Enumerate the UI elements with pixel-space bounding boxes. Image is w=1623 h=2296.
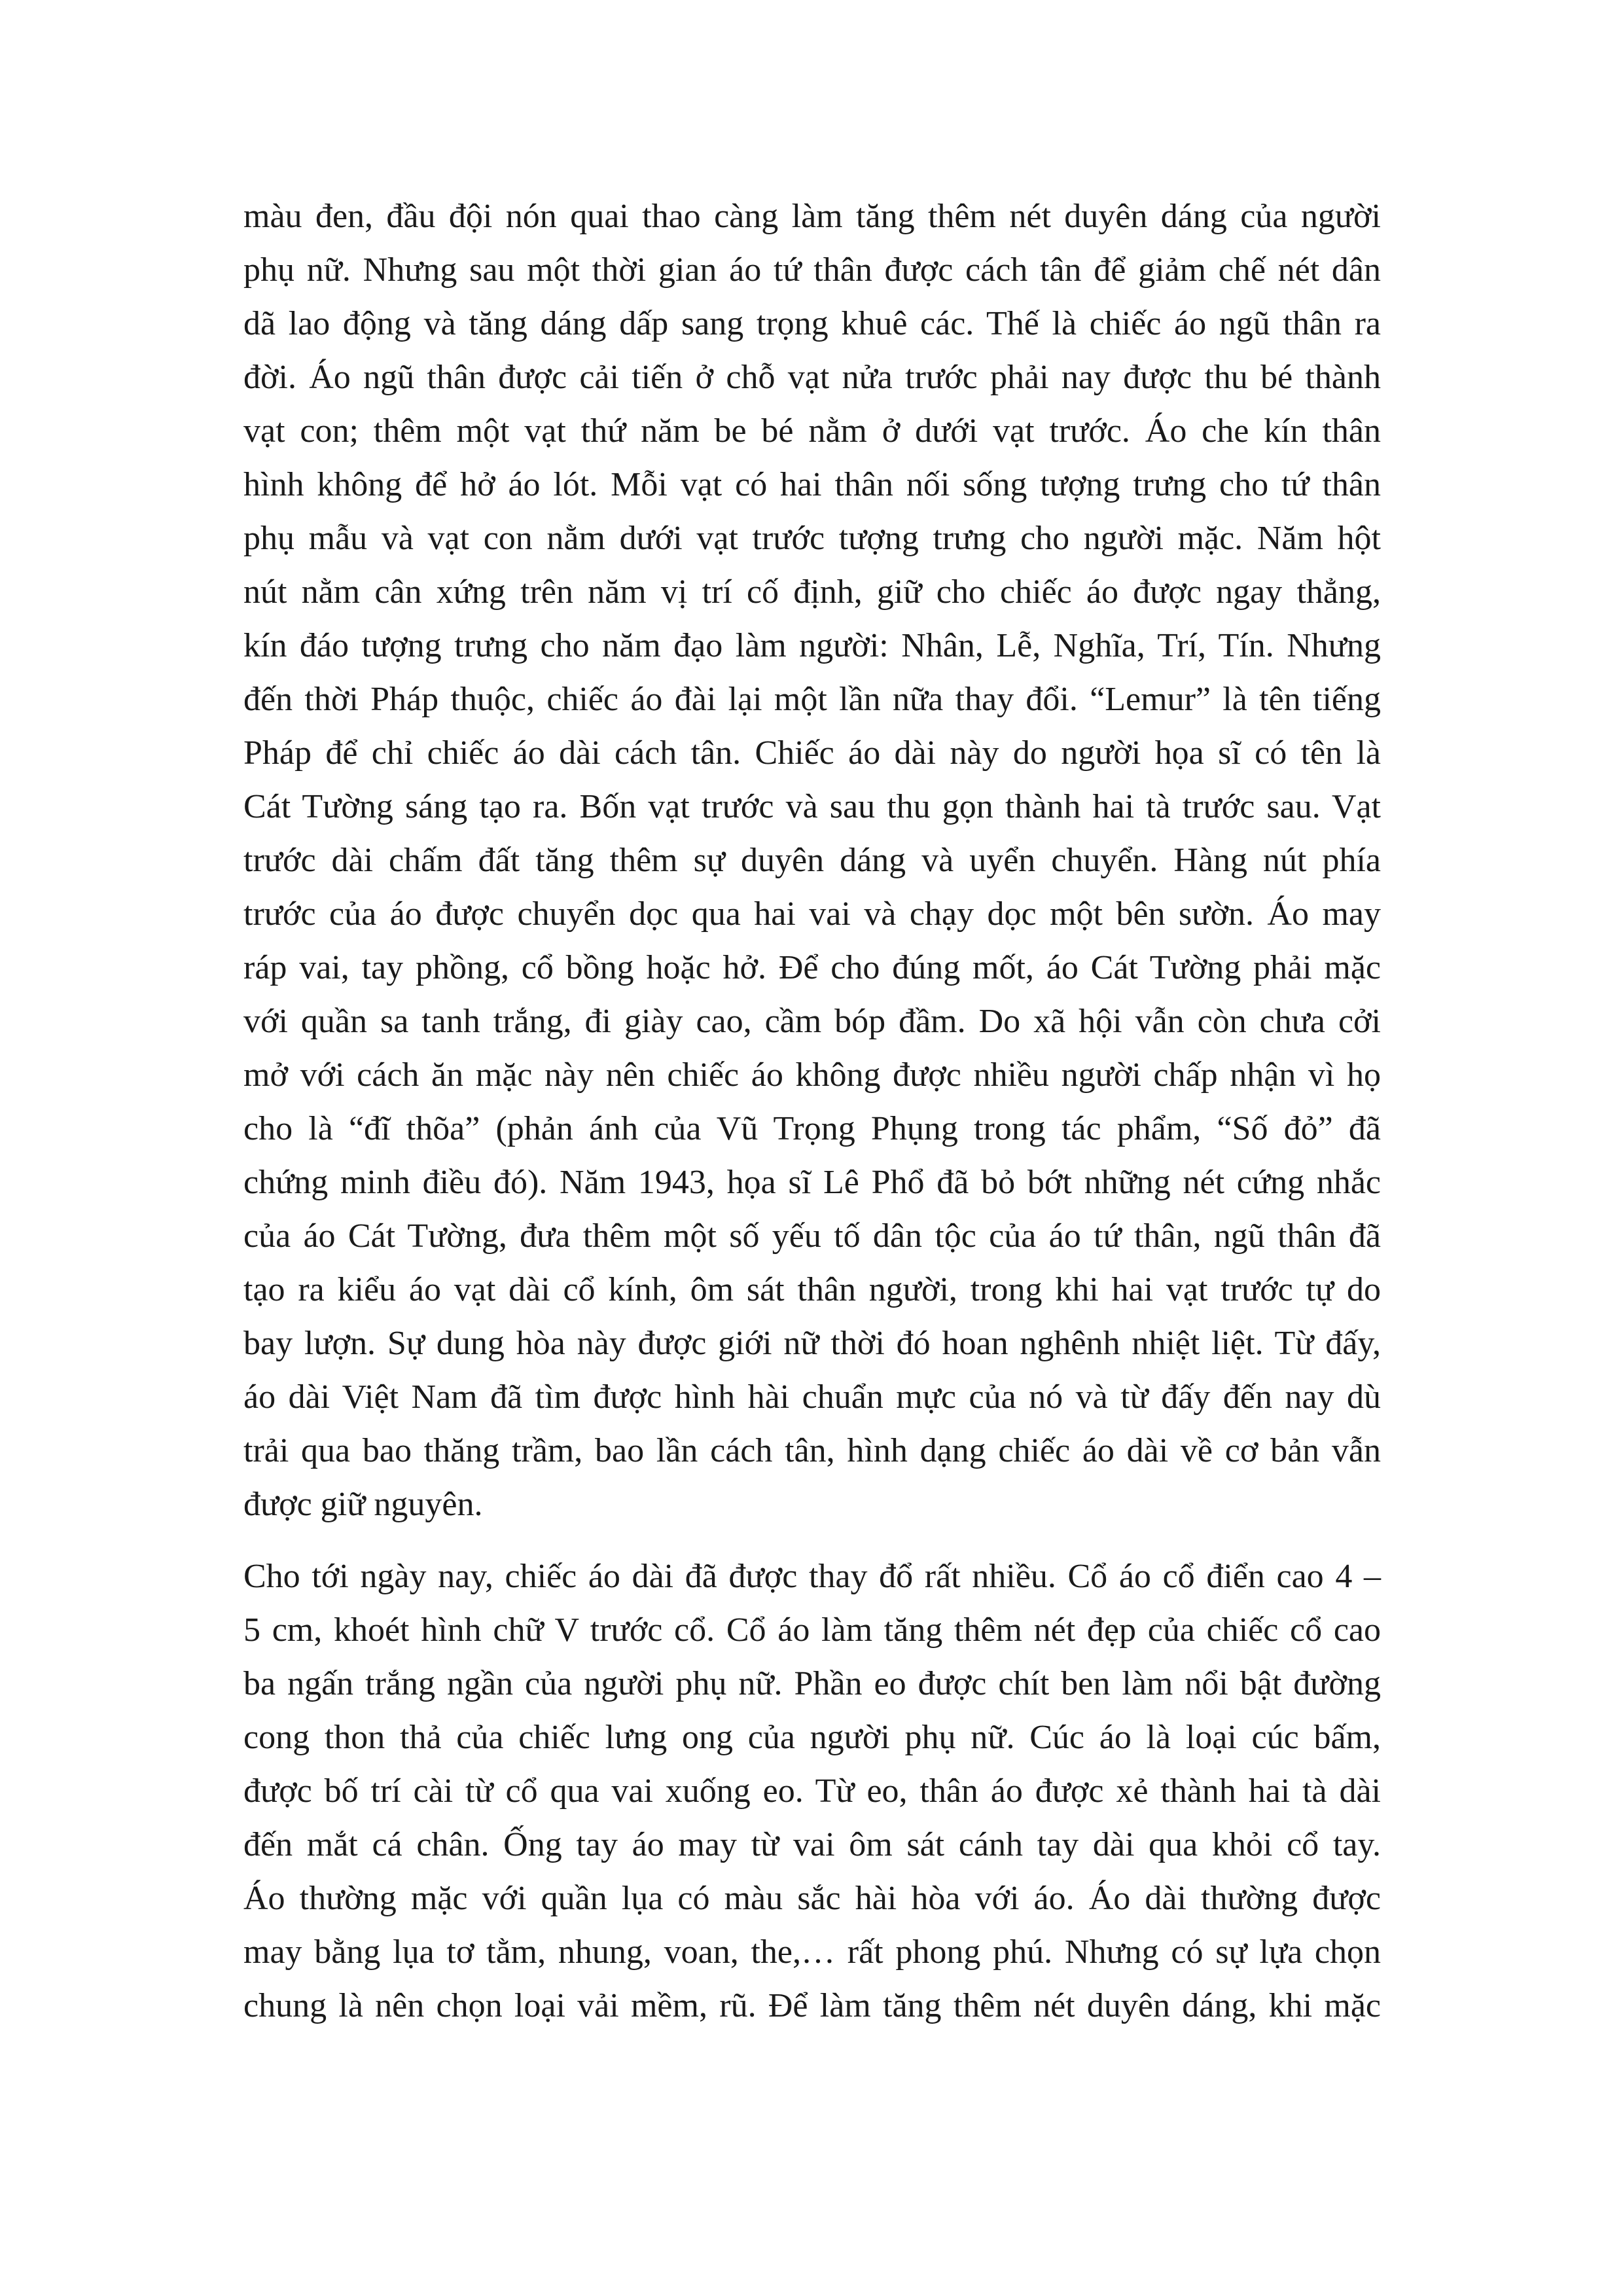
text-line: phụ mẫu và vạt con nằm dưới vạt trước tượng trưng cho người mặc. Năm hột [243,520,1381,557]
text-line: dã lao động và tăng dáng dấp sang trọng khuê các. Thế là chiếc áo ngũ thân ra [243,305,1381,342]
text-line: bay lượn. Sự dung hòa này được giới nữ thời đó hoan nghênh nhiệt liệt. Từ đấy, [243,1325,1381,1362]
text-line: mở với cách ăn mặc này nên chiếc áo không được nhiều người chấp nhận vì họ [243,1056,1381,1094]
text-line: màu đen, đầu đội nón quai thao càng làm tăng thêm nét duyên dáng của người [243,198,1381,235]
text-line: Áo thường mặc với quần lụa có màu sắc hài hòa với áo. Áo dài thường được [243,1880,1381,1917]
text-line: của áo Cát Tường, đưa thêm một số yếu tố dân tộc của áo tứ thân, ngũ thân đã [243,1217,1381,1255]
text-line: 5 cm, khoét hình chữ V trước cổ. Cổ áo làm tăng thêm nét đẹp của chiếc cổ cao [243,1611,1381,1649]
text-line: được bố trí cài từ cổ qua vai xuống eo. Từ eo, thân áo được xẻ thành hai tà dài [243,1772,1381,1810]
text-line: chung là nên chọn loại vải mềm, rũ. Để làm tăng thêm nét duyên dáng, khi mặc [243,1987,1381,2024]
paragraph-2 [243,1550,1381,2033]
text-line: với quần sa tanh trắng, đi giày cao, cầm bóp đầm. Do xã hội vẫn còn chưa cởi [243,1003,1381,1040]
text-line: trải qua bao thăng trầm, bao lần cách tân, hình dạng chiếc áo dài về cơ bản vẫn [243,1432,1381,1469]
text-line: cong thon thả của chiếc lưng ong của người phụ nữ. Cúc áo là loại cúc bấm, [243,1719,1381,1756]
text-line: Pháp để chỉ chiếc áo dài cách tân. Chiếc áo dài này do người họa sĩ có tên là [243,734,1381,772]
paragraph-1 [243,190,1381,1532]
text-line: áo dài Việt Nam đã tìm được hình hài chuẩn mực của nó và từ đấy đến nay dù [243,1378,1381,1416]
text-line: hình không để hở áo lót. Mỗi vạt có hai thân nối sống tượng trưng cho tứ thân [243,466,1381,503]
text-line: ráp vai, tay phồng, cổ bồng hoặc hở. Để cho đúng mốt, áo Cát Tường phải mặc [243,949,1381,986]
text-line: trước của áo được chuyển dọc qua hai vai và chạy dọc một bên sườn. Áo may [243,895,1381,933]
text-line: Cát Tường sáng tạo ra. Bốn vạt trước và sau thu gọn thành hai tà trước sau. Vạt [243,788,1381,825]
text-line: Cho tới ngày nay, chiếc áo dài đã được thay đổ rất nhiều. Cổ áo cổ điển cao 4 – [243,1558,1381,1595]
text-line: đến mắt cá chân. Ống tay áo may từ vai ôm sát cánh tay dài qua khỏi cổ tay. [243,1826,1381,1863]
text-line: trước dài chấm đất tăng thêm sự duyên dáng và uyển chuyển. Hàng nút phía [243,842,1381,879]
text-line: được giữ nguyên. [243,1486,483,1523]
text-line: chứng minh điều đó). Năm 1943, họa sĩ Lê Phổ đã bỏ bớt những nét cứng nhắc [243,1164,1381,1201]
text-line: may bằng lụa tơ tằm, nhung, voan, the,… rất phong phú. Nhưng có sự lựa chọn [243,1933,1381,1971]
document-page [243,190,1381,2033]
text-line: ba ngấn trắng ngần của người phụ nữ. Phần eo được chít ben làm nổi bật đường [243,1665,1381,1702]
text-line: nút nằm cân xứng trên năm vị trí cố định, giữ cho chiếc áo được ngay thẳng, [243,573,1381,611]
text-line: phụ nữ. Nhưng sau một thời gian áo tứ thân được cách tân để giảm chế nét dân [243,251,1381,289]
text-line: vạt con; thêm một vạt thứ năm be bé nằm ở dưới vạt trước. Áo che kín thân [243,412,1381,450]
text-line: cho là “đĩ thõa” (phản ánh của Vũ Trọng Phụng trong tác phẩm, “Số đỏ” đã [243,1110,1381,1147]
text-line: kín đáo tượng trưng cho năm đạo làm người: Nhân, Lễ, Nghĩa, Trí, Tín. Nhưng [243,627,1381,664]
text-line: đời. Áo ngũ thân được cải tiến ở chỗ vạt nửa trước phải nay được thu bé thành [243,359,1381,396]
text-line: tạo ra kiểu áo vạt dài cổ kính, ôm sát thân người, trong khi hai vạt trước tự do [243,1271,1381,1308]
text-line: đến thời Pháp thuộc, chiếc áo đài lại một lần nữa thay đổi. “Lemur” là tên tiếng [243,681,1381,718]
